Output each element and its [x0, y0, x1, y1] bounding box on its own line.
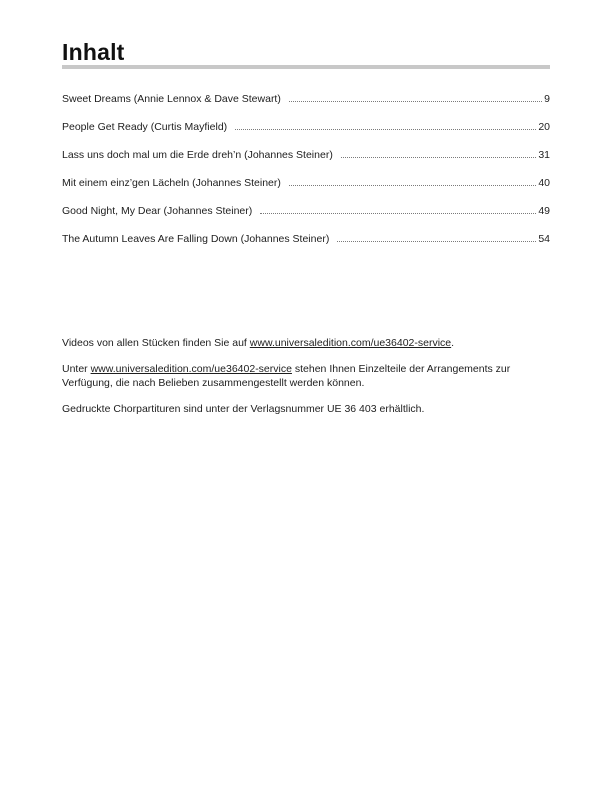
videos-note-text: Videos von allen Stücken finden Sie auf [62, 337, 250, 349]
videos-note-end: . [451, 337, 455, 349]
toc-entry-title: People Get Ready (Curtis Mayfield) [62, 121, 228, 133]
toc-entry[interactable] [62, 204, 550, 232]
toc-entry-title: Mit einem einz’gen Lächeln (Johannes Steiner) [62, 177, 281, 189]
page-title: Inhalt [62, 39, 125, 65]
toc-entry[interactable] [62, 176, 550, 204]
parts-note [62, 362, 550, 390]
toc-entry-page: 49 [538, 205, 550, 217]
dot-leader [235, 129, 536, 130]
toc-entry-title: The Autumn Leaves Are Falling Down (Johannes Steiner) [62, 233, 330, 245]
toc-entry-page: 9 [544, 93, 550, 105]
parts-note-text: Unter [62, 363, 91, 375]
parts-service-link[interactable]: www.universaledition.com/ue36402-service [90, 363, 292, 375]
title-divider [62, 65, 550, 69]
toc-entry-page: 40 [538, 177, 550, 189]
toc-entry[interactable] [62, 148, 550, 176]
toc-entry[interactable] [62, 232, 550, 260]
table-of-contents [62, 92, 550, 260]
dot-leader [341, 157, 536, 158]
dot-leader [289, 185, 536, 186]
toc-entry-title: Good Night, My Dear (Johannes Steiner) [62, 205, 253, 217]
choir-scores-note: Gedruckte Chorpartituren sind unter der Verlagsnummer UE 36 403 erhältlich. [62, 403, 425, 415]
parts-note-end: stehen Ihnen Einzelteile der Arrangements zur Verfügung, die nach Belieben zusammengestellt werden können. [62, 363, 511, 389]
notes-section [62, 336, 550, 428]
toc-entry-page: 20 [538, 121, 550, 133]
videos-service-link[interactable]: www.universaledition.com/ue36402-service [249, 337, 452, 349]
page [62, 0, 550, 800]
toc-entry-page: 31 [538, 149, 550, 161]
toc-entry-title: Sweet Dreams (Annie Lennox & Dave Stewart) [62, 93, 281, 105]
videos-note [62, 336, 550, 350]
toc-entry[interactable] [62, 120, 550, 148]
toc-entry[interactable] [62, 92, 550, 120]
toc-entry-title: Lass uns doch mal um die Erde dreh’n (Johannes Steiner) [62, 149, 333, 161]
dot-leader [260, 213, 536, 214]
dot-leader [337, 241, 536, 242]
toc-entry-page: 54 [538, 233, 550, 245]
dot-leader [289, 101, 542, 102]
